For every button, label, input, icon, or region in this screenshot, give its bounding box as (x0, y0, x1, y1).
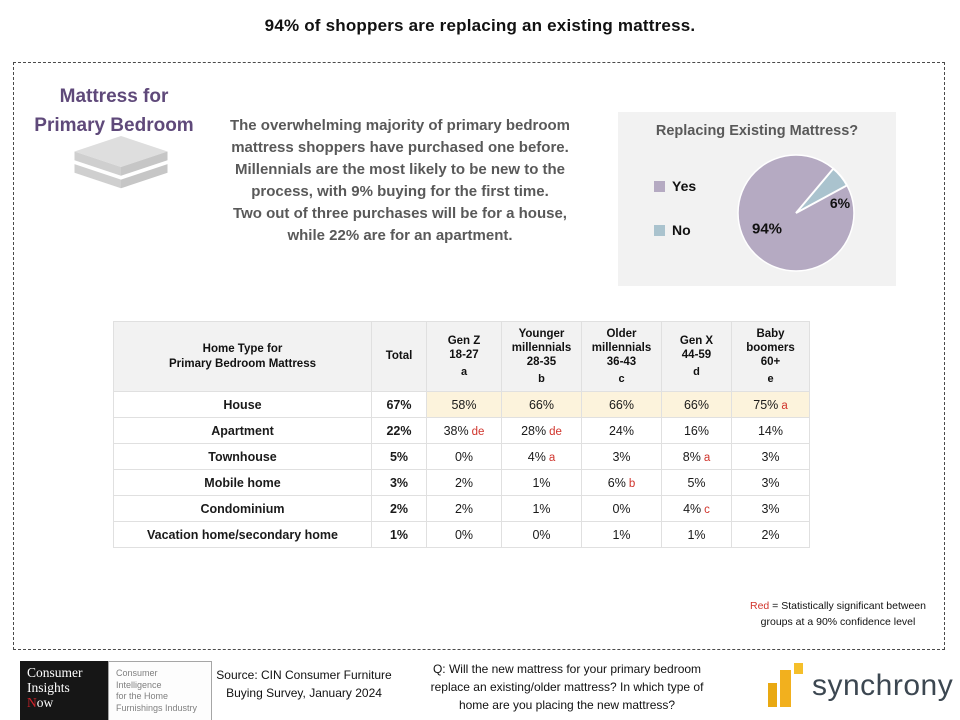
cell-value: 6% (607, 475, 626, 490)
value-cell (427, 418, 502, 444)
table-row (114, 444, 810, 470)
value-cell (582, 418, 662, 444)
cin-tagline-line: for the Home (116, 691, 169, 702)
cell-value: 58% (451, 397, 477, 412)
column-letter: a (460, 365, 468, 378)
cell-value: 38% (443, 423, 469, 438)
note-line1 (732, 598, 944, 614)
significance-letter: a (781, 399, 788, 412)
value-cell (662, 470, 732, 496)
legend-label: Yes (672, 178, 697, 194)
total-cell: 5% (372, 444, 427, 470)
column-header-line: millennials (511, 341, 572, 354)
column-header-line: 28-35 (526, 356, 557, 369)
synchrony-wordmark: synchrony (812, 669, 954, 702)
significance-letter: de (471, 425, 485, 438)
cell-value: 1% (532, 501, 551, 516)
value-cell (732, 522, 810, 548)
significance-letter: de (549, 425, 562, 438)
significance-note (732, 598, 944, 631)
cell-value: 1% (532, 475, 551, 490)
cin-red-letter: N (27, 694, 37, 710)
total-cell: 22% (372, 418, 427, 444)
column-header-line: millennials (591, 341, 652, 354)
cell-value: 2% (454, 501, 474, 516)
column-letter: d (693, 365, 700, 378)
pie-label-no: 6% (829, 195, 851, 211)
column-header-line: 44-59 (681, 349, 712, 362)
column-header (732, 322, 810, 392)
column-letter: b (538, 372, 545, 385)
row-label: Mobile home (114, 470, 372, 496)
value-cell (662, 496, 732, 522)
table-row (114, 392, 810, 418)
value-cell (582, 444, 662, 470)
cin-logo (20, 661, 212, 720)
heading-line: Mattress for (59, 86, 169, 107)
cell-value: 0% (454, 449, 474, 464)
cin-wordmark-line: Now (27, 694, 54, 710)
value-cell (732, 418, 810, 444)
value-cell (427, 444, 502, 470)
column-header (427, 322, 502, 392)
value-cell (662, 444, 732, 470)
note-red-word: Red (750, 600, 770, 612)
row-label: Condominium (114, 496, 372, 522)
cell-value: 3% (761, 449, 780, 464)
total-cell: 67% (372, 392, 427, 418)
column-header-line: 36-43 (606, 356, 637, 369)
value-cell (427, 392, 502, 418)
cell-value: 1% (687, 527, 706, 542)
summary-line: while 22% are for an apartment. (287, 227, 513, 245)
column-header-line: Gen Z (447, 334, 481, 347)
value-cell (502, 444, 582, 470)
cell-value: 0% (454, 527, 474, 542)
summary-line: The overwhelming majority of primary bedroom (229, 117, 571, 134)
pie-label-yes: 94% (751, 220, 783, 238)
table-row (114, 496, 810, 522)
total-cell: 2% (372, 496, 427, 522)
note-rest: = Statistically significant between (769, 600, 926, 612)
significance-letter: b (628, 477, 636, 490)
legend-label: No (672, 222, 691, 238)
section-heading (24, 83, 204, 140)
summary-line: mattress shoppers have purchased one before. (231, 139, 569, 157)
cell-value: 0% (532, 527, 551, 542)
column-header (502, 322, 582, 392)
cell-value: 16% (683, 423, 710, 438)
question-line: Q: Will the new mattress for your primary bedroom (432, 662, 702, 676)
summary-text (194, 115, 606, 247)
heading-line: Primary Bedroom (34, 114, 194, 136)
value-cell (427, 496, 502, 522)
cell-value: 66% (608, 397, 635, 412)
value-cell (427, 470, 502, 496)
cin-wordmark-line: Consumer (27, 665, 83, 680)
table-row (114, 418, 810, 444)
column-header-line: Gen X (679, 334, 714, 347)
cell-value: 1% (612, 527, 631, 542)
value-cell (502, 392, 582, 418)
cell-value: 66% (683, 397, 710, 412)
value-cell (582, 496, 662, 522)
significance-letter: c (704, 503, 710, 516)
cin-wordmark-line: Insights (27, 679, 70, 695)
total-cell: 1% (372, 522, 427, 548)
question-text (408, 660, 726, 714)
value-cell (502, 470, 582, 496)
column-letter: c (618, 372, 625, 385)
table-row (114, 522, 810, 548)
table-title-line: Primary Bedroom Mattress (169, 357, 316, 370)
legend-item-yes (654, 178, 696, 194)
value-cell (662, 392, 732, 418)
row-label: House (114, 392, 372, 418)
value-cell (582, 392, 662, 418)
question-line: replace an existing/older mattress? In which type of (430, 680, 704, 694)
pie-chart (732, 149, 860, 277)
column-header (582, 322, 662, 392)
row-label: Vacation home/secondary home (114, 522, 372, 548)
cell-value: 24% (608, 423, 635, 438)
value-cell (502, 522, 582, 548)
cell-value: 75% (753, 397, 779, 412)
value-cell (582, 522, 662, 548)
page-title: 94% of shoppers are replacing an existing mattress. (264, 16, 696, 35)
note-line2: groups at a 90% confidence level (760, 616, 916, 629)
cell-value: 0% (612, 501, 631, 516)
source-line: Buying Survey, January 2024 (226, 686, 382, 700)
column-header (372, 322, 427, 392)
cin-wordmark (20, 661, 108, 720)
question-line: home are you placing the new mattress? (458, 698, 676, 712)
column-header-line: Younger (518, 327, 565, 340)
value-cell (502, 418, 582, 444)
column-header-line: Baby (756, 327, 785, 340)
significance-letter: a (703, 451, 711, 464)
significance-letter: a (548, 451, 556, 464)
value-cell (427, 522, 502, 548)
legend-swatch-icon (654, 181, 665, 192)
column-header-line: boomers (746, 341, 795, 354)
cell-value: 8% (682, 449, 701, 464)
cin-tagline-line: Consumer Intelligence (116, 668, 162, 690)
pie-legend (654, 178, 696, 238)
summary-line: Millennials are the most likely to be new to the (234, 161, 566, 179)
column-letter: e (767, 372, 774, 385)
footer (0, 655, 960, 720)
pie-panel (618, 112, 896, 286)
value-cell (732, 470, 810, 496)
table-header-row (114, 322, 810, 392)
pie-title: Replacing Existing Mattress? (655, 123, 859, 139)
column-header-line: 18-27 (449, 349, 479, 362)
row-label: Townhouse (114, 444, 372, 470)
table-title-line: Home Type for (202, 343, 283, 356)
cell-value: 3% (761, 501, 780, 516)
cell-value: 66% (528, 397, 555, 412)
cell-value: 4% (683, 501, 702, 516)
table-title (114, 322, 372, 392)
value-cell (582, 470, 662, 496)
synchrony-logo (768, 663, 953, 709)
value-cell (502, 496, 582, 522)
cell-value: 3% (612, 449, 631, 464)
total-cell: 3% (372, 470, 427, 496)
cell-value: 14% (757, 423, 784, 438)
table-row (114, 470, 810, 496)
row-label: Apartment (114, 418, 372, 444)
cell-value: 28% (521, 423, 547, 438)
mattress-icon (72, 135, 170, 197)
cell-value: 4% (527, 449, 546, 464)
summary-line: Two out of three purchases will be for a house, (233, 205, 567, 223)
source-line: Source: CIN Consumer Furniture (216, 668, 392, 682)
value-cell (662, 418, 732, 444)
source-text (196, 666, 412, 702)
cell-value: 3% (761, 475, 780, 490)
column-header-line: 60+ (760, 356, 781, 369)
synchrony-mark-icon (768, 663, 804, 709)
home-type-table (113, 321, 810, 548)
cell-value: 5% (687, 475, 706, 490)
cell-value: 2% (454, 475, 474, 490)
value-cell (732, 444, 810, 470)
legend-item-no (654, 222, 696, 238)
column-header-line: Total (385, 350, 413, 363)
column-header-line: Older (606, 327, 637, 340)
value-cell (662, 522, 732, 548)
value-cell (732, 392, 810, 418)
column-header (662, 322, 732, 392)
summary-line: process, with 9% buying for the first time. (251, 183, 549, 201)
cell-value: 2% (761, 527, 780, 542)
content-border (13, 62, 945, 650)
legend-swatch-icon (654, 225, 665, 236)
value-cell (732, 496, 810, 522)
cin-tagline-line: Furnishings Industry (116, 703, 198, 714)
